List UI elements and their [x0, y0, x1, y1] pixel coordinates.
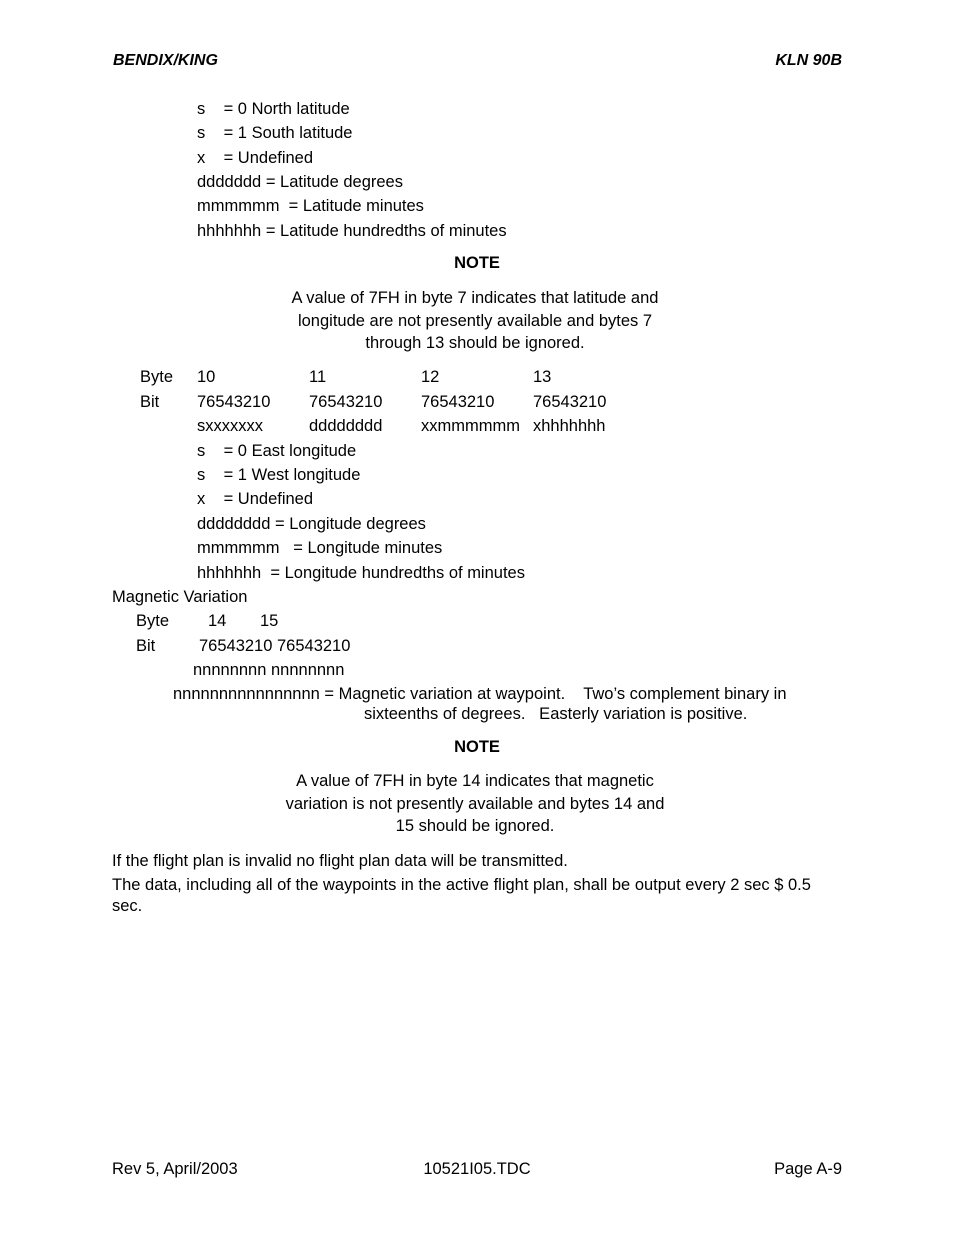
footer-page-number: Page A-9 — [774, 1160, 842, 1178]
lat-def-x: x = Undefined — [197, 149, 314, 167]
lat-def-hundredths: hhhhhhh = Latitude hundredths of minutes — [197, 222, 507, 240]
lon-def-s-west: s = 1 West longitude — [197, 466, 361, 484]
magvar-def-line2: sixteenths of degrees. Easterly variation is positive. — [364, 705, 748, 723]
header-left: BENDIX/KING — [113, 52, 218, 69]
field-13: xhhhhhhh — [533, 417, 606, 435]
lat-def-minutes: mmmmmm = Latitude minutes — [197, 197, 424, 215]
magvar-byte-label: Byte — [136, 612, 170, 630]
note1-body — [260, 287, 690, 355]
note2-body — [260, 770, 690, 838]
lon-def-s-east: s = 0 East longitude — [197, 442, 357, 460]
bits-11: 76543210 — [309, 393, 383, 411]
magvar-bit-label: Bit — [136, 637, 156, 655]
lon-def-minutes: mmmmmm = Longitude minutes — [197, 539, 443, 557]
note2-line: 15 should be ignored. — [395, 817, 555, 835]
paragraph-invalid-plan: If the flight plan is invalid no flight plan data will be transmitted. — [112, 852, 568, 870]
lon-def-x: x = Undefined — [197, 490, 314, 508]
note1-title: NOTE — [454, 254, 500, 272]
field-10: sxxxxxxx — [197, 417, 263, 435]
magvar-bits: 76543210 76543210 — [199, 637, 351, 655]
note1-line: through 13 should be ignored. — [365, 334, 585, 352]
footer-docid: 10521I05.TDC — [423, 1160, 531, 1178]
note2-line: A value of 7FH in byte 14 indicates that magnetic — [296, 772, 654, 790]
magvar-def-line1: nnnnnnnnnnnnnnnn = Magnetic variation at waypoint. Two’s complement binary in — [173, 685, 787, 703]
byte-11: 11 — [309, 368, 327, 386]
footer-revision: Rev 5, April/2003 — [112, 1160, 238, 1178]
magvar-byte-14: 14 — [208, 612, 227, 630]
lon-def-degrees: dddddddd = Longitude degrees — [197, 515, 426, 533]
lon-def-hundredths: hhhhhhh = Longitude hundredths of minutes — [197, 564, 525, 582]
note1-line: A value of 7FH in byte 7 indicates that latitude and — [291, 289, 659, 307]
magvar-fields: nnnnnnnn nnnnnnnn — [193, 661, 345, 679]
paragraph-output-rate: The data, including all of the waypoints in the active flight plan, shall be output every 2 sec $ 0.5 — [112, 876, 811, 894]
field-11: dddddddd — [309, 417, 383, 435]
byte-10: 10 — [197, 368, 216, 386]
bits-12: 76543210 — [421, 393, 495, 411]
byte-label: Byte — [140, 368, 174, 386]
note2-title: NOTE — [454, 738, 500, 756]
field-12: xxmmmmmm — [421, 417, 520, 435]
header-right: KLN 90B — [775, 52, 842, 69]
byte-13: 13 — [533, 368, 552, 386]
magvar-byte-15: 15 — [260, 612, 279, 630]
byte-12: 12 — [421, 368, 440, 386]
bits-10: 76543210 — [197, 393, 271, 411]
note1-line: longitude are not presently available and bytes 7 — [297, 311, 653, 330]
magvar-heading: Magnetic Variation — [112, 588, 248, 606]
note2-line: variation is not presently available and bytes 14 and — [285, 794, 665, 813]
lat-def-degrees: ddddddd = Latitude degrees — [197, 173, 403, 191]
lat-def-s-north: s = 0 North latitude — [197, 100, 350, 118]
bit-label: Bit — [140, 393, 160, 411]
lat-def-s-south: s = 1 South latitude — [197, 124, 353, 142]
paragraph-output-rate-cont: sec. — [112, 897, 143, 915]
bits-13: 76543210 — [533, 393, 607, 411]
